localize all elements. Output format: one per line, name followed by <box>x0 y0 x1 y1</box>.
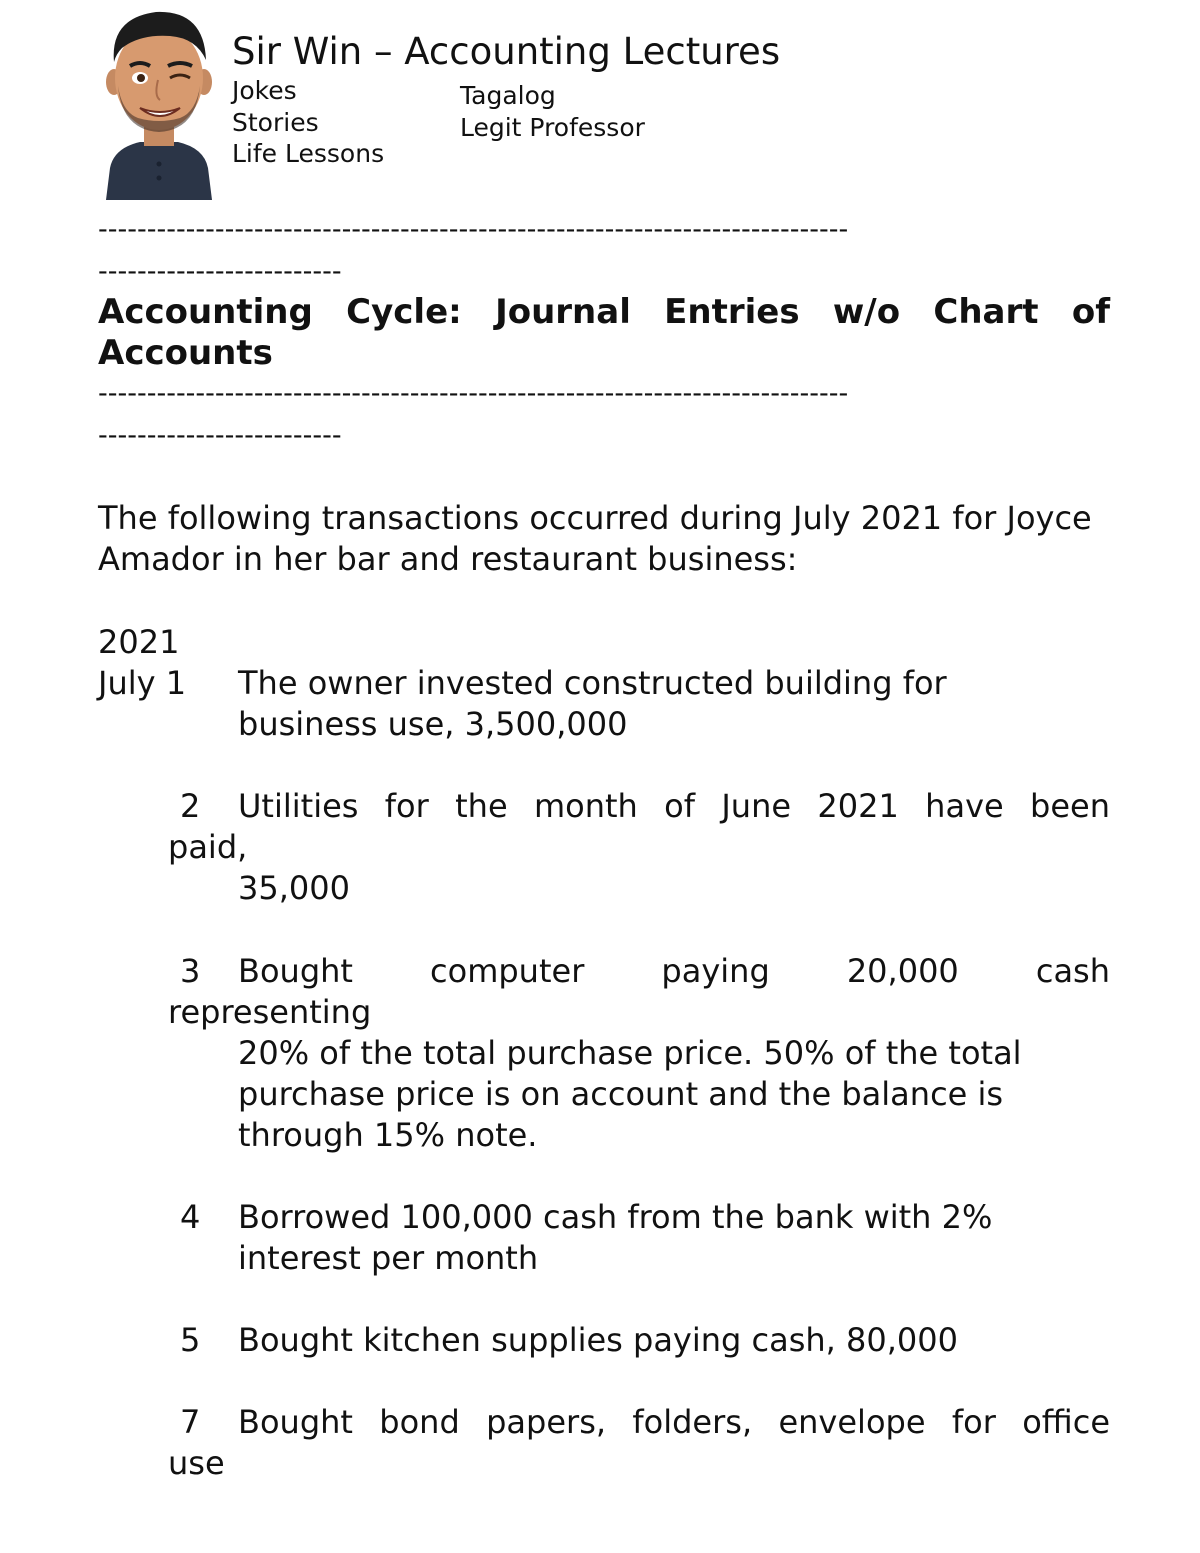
transaction-7-number: 7 <box>180 1403 201 1441</box>
page-title: Sir Win – Accounting Lectures <box>232 30 781 73</box>
tag-life-lessons: Life Lessons <box>232 139 385 168</box>
transaction-2-line-2: paid, <box>168 828 248 866</box>
date-label: July 1 <box>98 664 187 702</box>
tag-jokes: Jokes <box>232 76 297 105</box>
divider-short: ------------------------- <box>98 420 342 451</box>
divider-short: ------------------------- <box>98 256 342 287</box>
transaction-3-line-2: representing <box>168 993 372 1031</box>
transaction-3-line-3: 20% of the total purchase price. 50% of the total purchase price is on account and the balance is through 15% note. <box>238 1034 1022 1154</box>
transaction-1-line-1: The owner invested constructed building for <box>238 664 947 702</box>
avatar-icon <box>100 8 218 200</box>
transaction-1-line-2: business use, 3,500,000 <box>238 705 628 743</box>
year-label: 2021 <box>98 623 180 661</box>
intro-paragraph: The following transactions occurred during July 2021 for Joyce Amador in her bar and restaurant business: <box>98 499 1092 578</box>
transaction-7-line-2: use <box>168 1444 225 1482</box>
transaction-7-line-1: Bought bond papers, folders, envelope for office <box>238 1403 1110 1441</box>
transaction-4-number: 4 <box>180 1198 201 1236</box>
transaction-4-text: Borrowed 100,000 cash from the bank with 2% interest per month <box>238 1198 993 1277</box>
transaction-5-number: 5 <box>180 1321 201 1359</box>
document-heading: Accounting Cycle: Journal Entries w/o Chart of Accounts <box>98 292 1110 373</box>
transaction-3-number: 3 <box>180 952 201 990</box>
transaction-2-line-3: 35,000 <box>238 869 350 907</box>
tag-legit-professor: Legit Professor <box>460 113 645 142</box>
transaction-2-number: 2 <box>180 787 201 825</box>
tag-stories: Stories <box>232 108 319 137</box>
transaction-3-line-1: Bought computer paying 20,000 cash <box>238 952 1110 990</box>
transaction-2-line-1: Utilities for the month of June 2021 have been <box>238 787 1110 825</box>
divider-long: ----------------------------------------------------------------------------- <box>98 378 849 409</box>
tag-tagalog: Tagalog <box>460 81 556 110</box>
divider-long: ----------------------------------------------------------------------------- <box>98 214 849 245</box>
transaction-5-text: Bought kitchen supplies paying cash, 80,000 <box>238 1321 958 1359</box>
